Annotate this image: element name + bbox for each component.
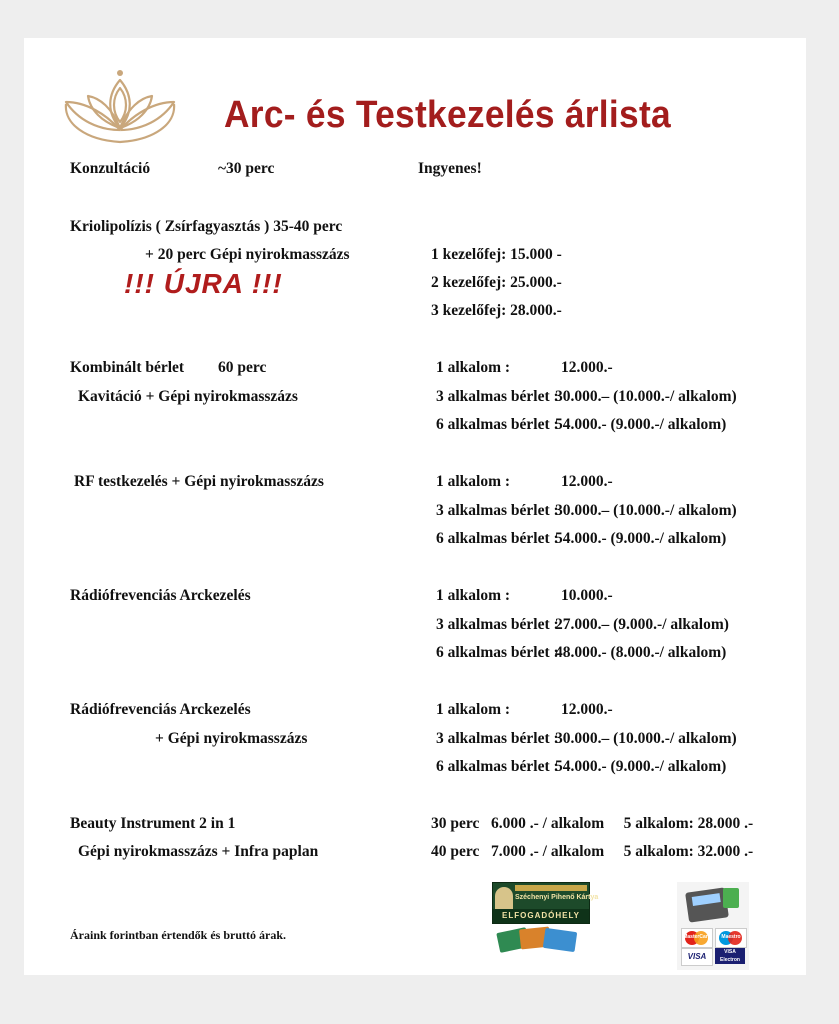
rf-arckezeles-nyirok-desc: + Gépi nyirokmasszázs — [155, 730, 308, 747]
ujra-badge: !!! ÚJRA !!! — [124, 268, 283, 299]
price-label: 6 alkalmas bérlet : — [436, 758, 559, 775]
beauty-instrument-label: Beauty Instrument 2 in 1 — [70, 815, 236, 832]
price-value: 12.000.- — [561, 473, 613, 490]
price-value: 54.000.- (9.000.-/ alkalom) — [555, 530, 727, 547]
price-label: 1 alkalom : — [436, 587, 511, 604]
beauty-price-40: 40 perc 7.000 .- / alkalom 5 alkalom: 32.000 .- — [431, 843, 754, 860]
price-value: 54.000.- (9.000.-/ alkalom) — [555, 416, 727, 433]
kriolipolizis-label: Kriolipolízis ( Zsírfagyasztás ) 35-40 perc — [70, 218, 343, 235]
price-value: 30.000.– (10.000.-/ alkalom) — [555, 502, 737, 519]
kombinalt-desc: Kavitáció + Gépi nyirokmasszázs — [78, 388, 298, 405]
kombinalt-duration: 60 perc — [218, 359, 267, 376]
szep-card-badge — [492, 882, 599, 970]
price-label: 1 alkalom : — [436, 359, 511, 376]
kriolipolizis-price-2: 2 kezelőfej: 25.000.- — [431, 274, 562, 291]
green-card-icon — [723, 888, 739, 908]
price-label: 3 alkalmas bérlet : — [436, 616, 559, 633]
beauty-price-30: 30 perc 6.000 .- / alkalom 5 alkalom: 28.000 .- — [431, 815, 754, 832]
rf-arckezeles-label: Rádiófrevenciás Arckezelés — [70, 587, 251, 604]
price-value: 30.000.– (10.000.-/ alkalom) — [555, 730, 737, 747]
price-label: 6 alkalmas bérlet : — [436, 644, 559, 661]
page-title: Arc- és Testkezelés árlista — [224, 94, 671, 136]
visa-electron-logo-icon: VISA Electron — [715, 948, 745, 964]
konzultacio-duration: ~30 perc — [218, 160, 275, 177]
price-label: 1 alkalom : — [436, 701, 511, 718]
lotus-logo-icon — [60, 66, 180, 148]
price-label: 3 alkalmas bérlet : — [436, 502, 559, 519]
price-value: 48.000.- (8.000.-/ alkalom) — [555, 644, 727, 661]
maestro-logo-icon: Maestro — [715, 928, 747, 948]
kriolipolizis-price-3: 3 kezelőfej: 28.000.- — [431, 302, 562, 319]
kombinalt-label: Kombinált bérlet — [70, 359, 185, 376]
mastercard-logo-icon: MasterCard — [681, 928, 713, 948]
price-label: 3 alkalmas bérlet : — [436, 730, 559, 747]
konzultacio-label: Konzultáció — [70, 160, 151, 177]
footer-note: Áraink forintban értendők és bruttó árak. — [70, 928, 287, 942]
price-value: 30.000.– (10.000.-/ alkalom) — [555, 388, 737, 405]
price-label: 6 alkalmas bérlet : — [436, 416, 559, 433]
beauty-instrument-desc: Gépi nyirokmasszázs + Infra paplan — [78, 843, 319, 860]
szep-card-blue — [543, 928, 577, 952]
price-value: 12.000.- — [561, 701, 613, 718]
kriolipolizis-addon: + 20 perc Gépi nyirokmasszázs — [145, 246, 350, 263]
price-label: 6 alkalmas bérlet : — [436, 530, 559, 547]
rf-testkezeles-label: RF testkezelés + Gépi nyirokmasszázs — [74, 473, 324, 490]
price-label: 3 alkalmas bérlet : — [436, 388, 559, 405]
price-value: 54.000.- (9.000.-/ alkalom) — [555, 758, 727, 775]
konzultacio-price: Ingyenes! — [418, 160, 482, 177]
rf-arckezeles-nyirok-label: Rádiófrevenciás Arckezelés — [70, 701, 251, 718]
price-label: 1 alkalom : — [436, 473, 511, 490]
price-value: 10.000.- — [561, 587, 613, 604]
price-value: 12.000.- — [561, 359, 613, 376]
price-value: 27.000.– (9.000.-/ alkalom) — [555, 616, 729, 633]
szep-card-banner: Széchenyi Pihenő Kártya ELFOGADÓHELY — [492, 882, 590, 924]
kriolipolizis-price-1: 1 kezelőfej: 15.000 - — [431, 246, 562, 263]
bank-card-badge — [677, 882, 749, 970]
visa-logo-icon: VISA — [681, 948, 713, 966]
